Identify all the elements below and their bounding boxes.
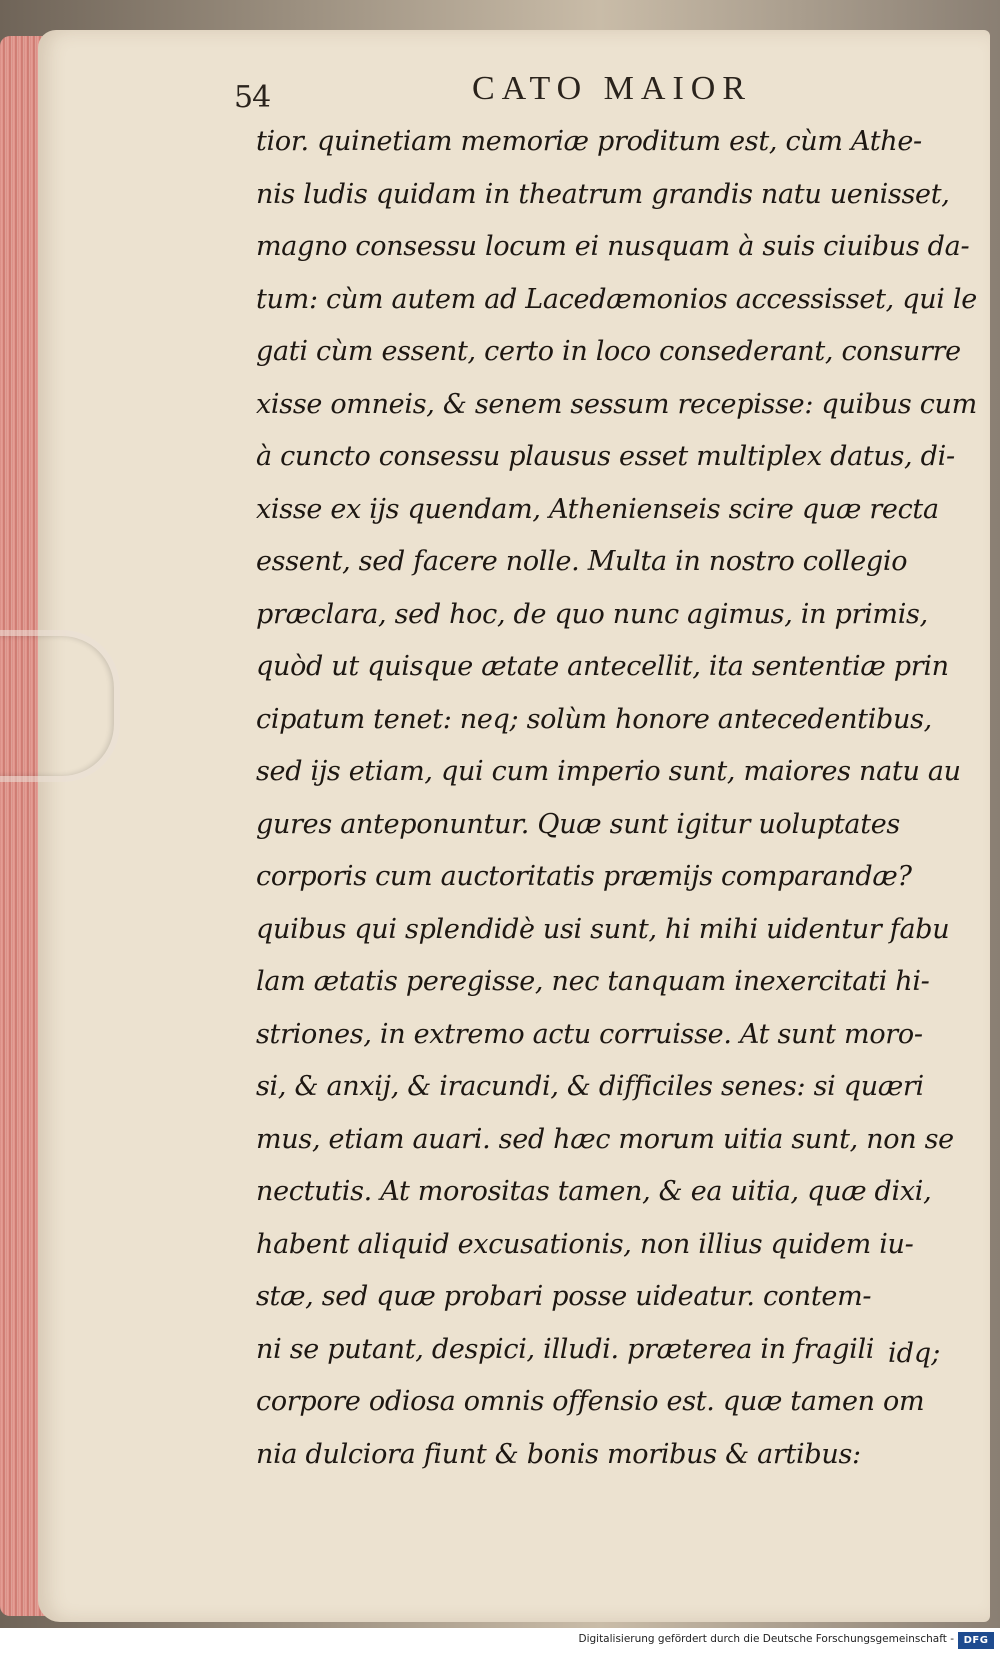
text-line: sed ijs etiam, qui cum imperio sunt, maiores natu au (256, 756, 961, 787)
text-line: stæ, sed quæ probari posse uideatur. contem- (256, 1281, 872, 1312)
text-line: cipatum tenet: neq; solùm honore antecedentibus, (256, 703, 932, 735)
text-line: mus, etiam auari. sed hæc morum uitia sunt, non se (256, 1123, 954, 1155)
text-line: xisse ex ijs quendam, Athenienseis scire quæ recta (256, 493, 939, 525)
page-number: 54 (234, 80, 271, 115)
text-line: quibus qui splendidè usi sunt, hi mihi uidentur fabu (256, 913, 950, 945)
text-line: striones, in extremo actu corruisse. At sunt moro- (256, 1018, 923, 1050)
text-line: habent aliquid excusationis, non illius quidem iu- (256, 1228, 914, 1260)
running-title: CATO MAIOR (472, 70, 753, 107)
funding-credit: Digitalisierung gefördert durch die Deutsche Forschungsgemeinschaft - (578, 1633, 954, 1645)
text-line: gati cùm essent, certo in loco consederant, consurre (256, 336, 961, 367)
text-line: nia dulciora fiunt & bonis moribus & artibus: (256, 1438, 861, 1470)
text-line: si, & anxij, & iracundi, & difficiles senes: si quæri (256, 1071, 924, 1102)
dfg-logo: DFG (958, 1632, 994, 1649)
text-line: ni se putant, despici, illudi. præterea in fragili (256, 1333, 875, 1365)
text-line: essent, sed facere nolle. Multa in nostro collegio (256, 546, 908, 577)
page-header (234, 62, 934, 116)
text-line: corporis cum auctoritatis præmijs comparandæ? (256, 861, 912, 892)
text-line: corpore odiosa omnis offensio est. quæ tamen om (256, 1386, 925, 1417)
text-line: præclara, sed hoc, de quo nunc agimus, in primis, (256, 598, 928, 630)
text-line: magno consessu locum ei nusquam à suis ciuibus da- (256, 231, 970, 262)
text-line: à cuncto consessu plausus esset multiplex datus, di- (256, 441, 955, 472)
text-line: lam ætatis peregisse, nec tanquam inexercitati hi- (256, 966, 930, 997)
text-line: quòd ut quisque ætate antecellit, ita sententiæ prin (256, 651, 949, 682)
page-tab-clip (0, 630, 120, 782)
text-line: gures anteponuntur. Quæ sunt igitur uoluptates (256, 808, 900, 840)
body-text (256, 116, 977, 1481)
text-line: tum: cùm autem ad Lacedæmonios accessisset, qui le (256, 283, 977, 315)
catchword: idq; (888, 1338, 941, 1369)
text-line: nis ludis quidam in theatrum grandis natu uenisset, (256, 178, 950, 210)
text-line: nectutis. At morositas tamen, & ea uitia, quæ dixi, (256, 1176, 932, 1207)
text-line: xisse omneis, & senem sessum recepisse: quibus cum (256, 388, 977, 420)
text-line: tior. quinetiam memoriæ proditum est, cùm Athe- (256, 126, 922, 157)
